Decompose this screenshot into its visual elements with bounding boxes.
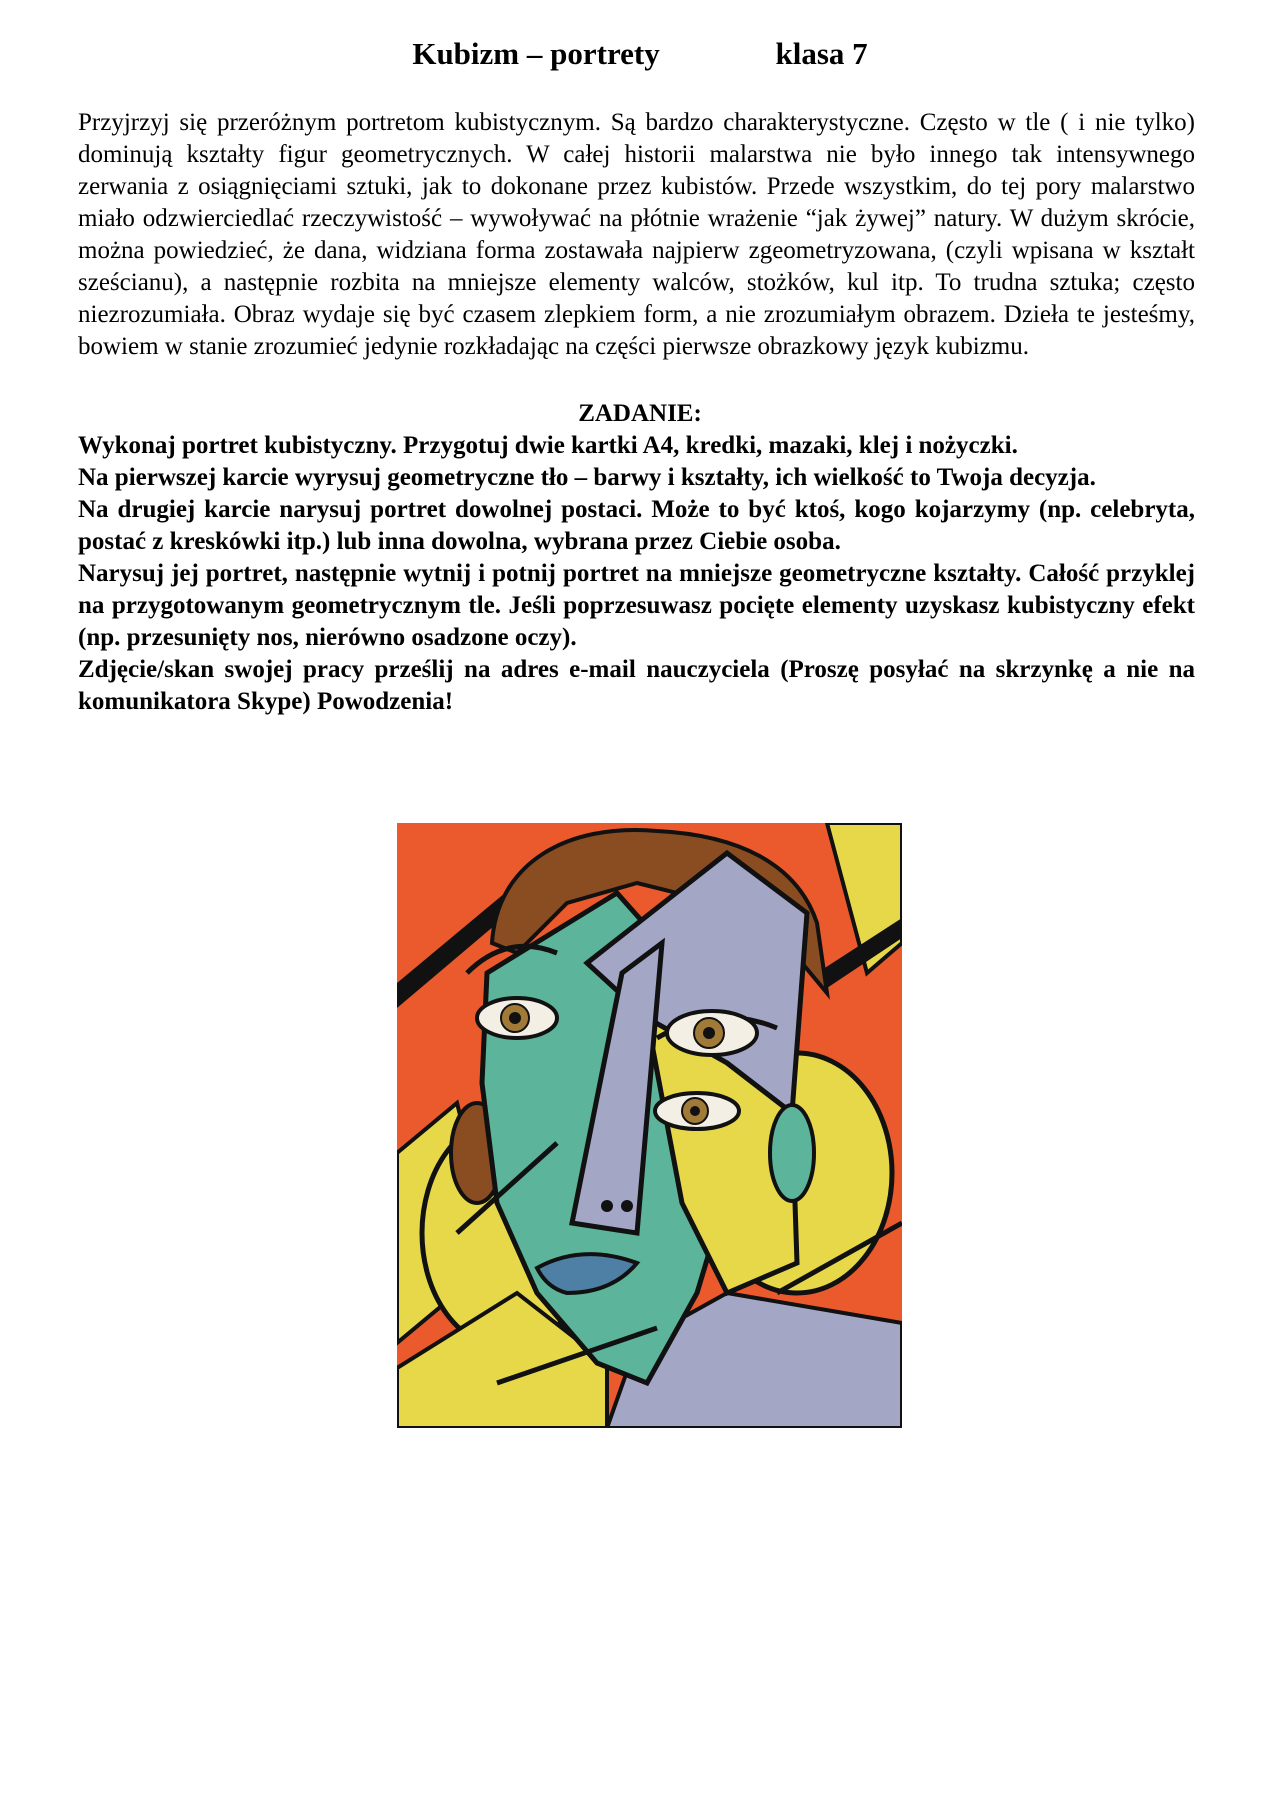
left-eye [477, 998, 557, 1038]
nostril [621, 1200, 633, 1212]
task-heading: ZADANIE: [578, 400, 702, 427]
page-title [0, 34, 1280, 74]
task-paragraph: Zdjęcie/skan swojej pracy prześlij na adres e-mail nauczyciela (Proszę posyłać na skrzynkę a nie na komunikatora Skype) Powodzenia! [78, 656, 1195, 715]
task-instructions [78, 430, 1195, 718]
grade-label: klasa 7 [775, 36, 868, 71]
right-eye-lower [655, 1093, 739, 1129]
nostril [601, 1200, 613, 1212]
intro-paragraph: Przyjrzyj się przeróżnym portretom kubistycznym. Są bardzo charakterystyczne. Często w tle ( i nie tylko) dominują kształty figur geometrycznych. W całej historii malarstwa nie było innego tak intensywnego zerwania z osiągnięciami sztuki, jak to dokonane przez kubistów. Przede wszystkim, do tej pory malarstwo miało odzwierciedlać rzeczywistość – wywoływać na płótnie wrażenie “jak żywej” natury. W dużym skrócie, można powiedzieć, że dana, widziana forma zostawała najpierw zgeometryzowana, (czyli wpisana w kształt sześcianu), a następnie rozbita na mniejsze elementy walców, stożków, kul itp. To trudna sztuka; często niezrozumiała. Obraz wydaje się być czasem zlepkiem form, a nie zrozumiałym obrazem. Dzieła te jesteśmy, bowiem w stanie zrozumieć jedynie rozkładając na części pierwsze obrazkowy język kubizmu. [78, 109, 1195, 360]
cubist-portrait-illustration [397, 823, 902, 1428]
task-paragraph: Na drugiej karcie narysuj portret dowolnej postaci. Może to być ktoś, kogo kojarzymy (np. celebryta, postać z kreskówki itp.) lub inna dowolna, wybrana przez Ciebie osoba. [78, 496, 1195, 555]
task-paragraph: Na pierwszej karcie wyrysuj geometryczne tło – barwy i kształty, ich wielkość to Twoja decyzja. [78, 464, 1096, 491]
right-ear [770, 1105, 814, 1201]
task-paragraph: Narysuj jej portret, następnie wytnij i potnij portret na mniejsze geometryczne kształty. Całość przyklej na przygotowanym geometrycznym tle. Jeśli poprzesuwasz pocięte elementy uzyskasz kubistyczny efekt (np. przesunięty nos, nierówno osadzone oczy). [78, 560, 1195, 651]
task-paragraph: Wykonaj portret kubistyczny. Przygotuj dwie kartki A4, kredki, mazaki, klej i nożyczki. [78, 432, 1018, 459]
document-title: Kubizm – portrety [412, 36, 660, 71]
cubist-portrait-image [397, 823, 902, 1428]
